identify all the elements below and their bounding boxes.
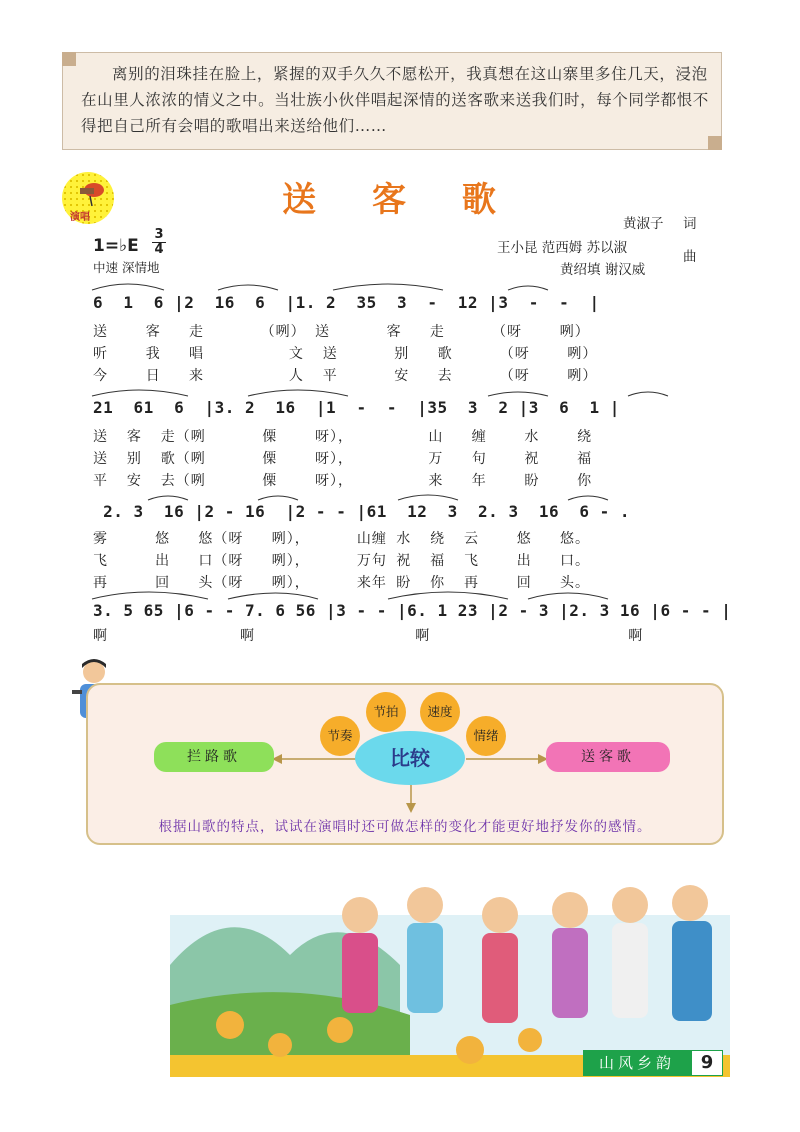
tempo-marking: 中速 深情地 (93, 260, 160, 275)
intro-box (62, 52, 722, 150)
lyric-line-3-verse-2: 飞 出 口（呀 咧）， 万句 祝 福 飞 出 口。 (93, 553, 591, 569)
key-signature: 1=♭E (93, 236, 139, 256)
aspect-tempo: 速度 (420, 692, 460, 732)
notation-line-3: 2. 3 16 |2 - 16 |2 - - |61 12 3 2. 3 16 6 - . (93, 502, 631, 521)
lyric-line-2-verse-1: 送 客 走（咧 傈 呀）， 山 缠 水 绕 (93, 429, 593, 445)
intro-text: 离别的泪珠挂在脸上，紧握的双手久久不愿松开，我真想在这山寨里多住几天，浸泡在山里人浓浓的情义之中。当壮族小伙伴唱起深情的送客歌来送我们时，每个同学都恨不得把自己所有会唱的歌唱出来送给他们…… (81, 65, 709, 135)
notation-line-2: 21 61 6 |3. 2 16 |1 - - |35 3 2 |3 6 1 | (93, 398, 620, 417)
notation-line-4: 3. 5 65 |6 - - 7. 6 56 |3 - - |6. 1 23 |2 - 3 |2. 3 16 |6 - - | (93, 601, 732, 620)
section-label: 演唱 (70, 212, 90, 223)
lyric-line-2-verse-3: 平 安 去（咧 傈 呀）， 来 年 盼 你 (93, 473, 593, 489)
page-number: 9 (691, 1050, 723, 1076)
lyric-line-3-verse-1: 雾 悠 悠（呀 咧）， 山缠 水 绕 云 悠 悠。 (93, 531, 591, 547)
lyric-line-1-verse-1: 送 客 走 （咧） 送 客 走 （呀 咧） (93, 324, 590, 340)
composer-role: 曲 (683, 249, 697, 265)
composers-line-1: 王小昆 范西姆 苏以淑 (497, 240, 628, 256)
corner-decoration (708, 136, 722, 150)
lyricist: 黄淑子 (623, 216, 664, 232)
corner-decoration (62, 52, 76, 66)
right-song-pill: 送客歌 (546, 742, 670, 772)
singing-children-illustration (170, 855, 730, 1077)
notation-line-1: 6 1 6 |2 16 6 |1. 2 35 3 - 12 |3 - - | (93, 293, 600, 312)
lyric-line-1-verse-2: 听 我 唱 文 送 别 歌 （呀 咧） (93, 346, 598, 362)
unit-label: 山风乡韵 (583, 1050, 691, 1076)
lyric-line-2-verse-2: 送 别 歌（咧 傈 呀）， 万 句 祝 福 (93, 451, 593, 467)
meter-top: 3 (154, 227, 164, 242)
lyric-line-3-verse-3: 再 回 头（呀 咧）， 来年 盼 你 再 回 头。 (93, 575, 591, 591)
comparison-hint: 根据山歌的特点，试试在演唱时还可做怎样的变化才能更好地抒发你的感情。 (158, 819, 652, 835)
aspect-mood: 情绪 (466, 716, 506, 756)
aspect-rhythm: 节奏 (320, 716, 360, 756)
composers-line-2: 黄绍填 谢汉威 (560, 262, 646, 278)
compare-center: 比较 (355, 731, 465, 785)
aspect-meter: 节拍 (366, 692, 406, 732)
left-song-pill: 拦路歌 (154, 742, 274, 772)
lyricist-role: 词 (683, 216, 697, 232)
time-signature (152, 228, 166, 257)
slur-marks (88, 278, 708, 294)
lyric-line-1-verse-3: 今 日 来 人 平 安 去 （呀 咧） (93, 368, 598, 384)
lyric-line-4: 啊 啊 啊 啊 (93, 628, 644, 644)
song-title: 送 客 歌 (282, 180, 518, 220)
meter-bottom: 4 (152, 242, 166, 257)
